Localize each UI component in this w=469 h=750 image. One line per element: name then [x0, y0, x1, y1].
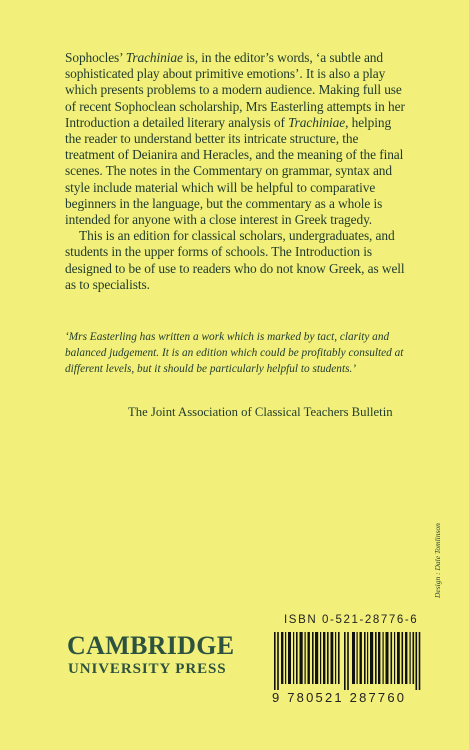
blurb-paragraph-1 — [65, 50, 410, 228]
barcode-icon — [274, 632, 422, 690]
publisher-logo — [67, 632, 234, 678]
blurb-text: Sophocles’ — [65, 50, 126, 65]
publisher-subname: UNIVERSITY PRESS — [68, 661, 227, 677]
review-quote: ‘Mrs Easterling has written a work which is marked by tact, clarity and balanced judgement. It is an edition which could be profitably consulted at different levels, but it should be particularly helpful to students.’ — [65, 331, 404, 375]
blurb-text: is, in the editor’s words, ‘a subtle and sophisticated play about primitive emotions’. It is also a play which presents problems to a modern audience. Making full use of recent Sophoclean scholarship, Mrs Easterling attempts in her Introduction a detailed literary analysis of — [65, 50, 405, 130]
play-title: Trachiniae — [125, 50, 183, 65]
review-source: The Joint Association of Classical Teachers Bulletin — [128, 405, 393, 419]
design-credit: Design : Dale Tomlinson — [433, 523, 442, 598]
barcode-block — [272, 614, 424, 710]
blurb — [65, 50, 410, 293]
blurb-paragraph-2: This is an edition for classical scholars, undergraduates, and students in the upper forms of schools. The Introduction is designed to be of use to readers who do not know Greek, as well as to specialists. — [65, 228, 405, 292]
ean-number: 9 780521 287760 — [272, 690, 407, 705]
publisher-name: CAMBRIDGE — [67, 631, 235, 660]
isbn-label: ISBN 0-521-28776-6 — [284, 614, 419, 626]
blurb-text: , helping the reader to understand better its intricate structure, the treatment of Deianira and Heracles, and the meaning of the final scenes. The notes in the Commentary on grammar, syntax and style include material which will be helpful to comparative beginners in the language, but the commentary as a whole is intended for anyone with a close interest in Greek tragedy. — [65, 114, 404, 228]
play-title: Trachiniae — [288, 114, 346, 130]
